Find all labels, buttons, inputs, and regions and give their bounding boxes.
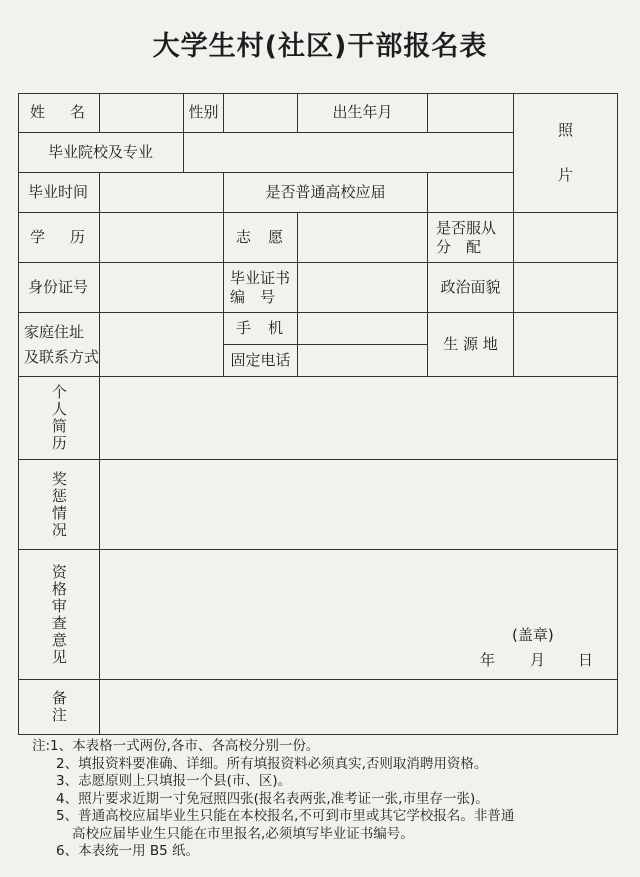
note-line: 6、本表统一用 B5 纸。 (56, 843, 200, 859)
input-is-regular[interactable] (428, 173, 514, 213)
date-month: 月 (530, 651, 546, 669)
label-obey: 是否服从 分 配 (428, 213, 514, 263)
input-phone[interactable] (298, 345, 428, 377)
label-politics: 政治面貌 (428, 263, 514, 313)
input-birth[interactable] (428, 93, 514, 133)
label-gender: 性别 (184, 93, 224, 133)
input-cert-no[interactable] (298, 263, 428, 313)
input-wish[interactable] (298, 213, 428, 263)
label-birth: 出生年月 (298, 93, 428, 133)
label-origin: 生 源 地 (428, 313, 514, 377)
input-address[interactable] (100, 313, 224, 377)
label-address: 家庭住址 及联系方式 (18, 313, 100, 377)
input-name[interactable] (100, 93, 184, 133)
label-review: 资格审查意见 (18, 550, 100, 680)
note-line: 注:1、本表格一式两份,各市、各高校分别一份。 (32, 738, 320, 754)
photo-box[interactable]: 照 片 (514, 93, 618, 213)
input-remark[interactable] (100, 680, 618, 735)
label-wish: 志 愿 (224, 213, 298, 263)
label-phone: 固定电话 (224, 345, 298, 377)
note-line: 高校应届毕业生只能在市里报名,必须填写毕业证书编号。 (72, 825, 414, 842)
label-id-no: 身份证号 (18, 263, 100, 313)
label-is-regular: 是否普通高校应届 (224, 173, 428, 213)
label-education: 学 历 (18, 213, 100, 263)
seal-text: (盖章) (512, 626, 554, 644)
note-line: 4、照片要求近期一寸免冠照四张(报名表两张,准考证一张,市里存一张)。 (56, 790, 489, 807)
label-grad-time: 毕业时间 (18, 173, 100, 213)
note-line: 3、志愿原则上只填报一个县(市、区)。 (56, 773, 292, 789)
input-grad-time[interactable] (100, 173, 224, 213)
note-line: 5、普通高校应届毕业生只能在本校报名,不可到市里或其它学校报名。非普通 (56, 808, 515, 824)
label-mobile: 手 机 (224, 313, 298, 345)
input-education[interactable] (100, 213, 224, 263)
date-year: 年 (480, 651, 496, 669)
label-cert-no: 毕业证书 编 号 (224, 263, 298, 313)
input-rewards[interactable] (100, 460, 618, 550)
notes (32, 738, 622, 861)
input-obey[interactable] (514, 213, 618, 263)
date-day: 日 (578, 651, 594, 669)
input-politics[interactable] (514, 263, 618, 313)
form-title: 大学生村(社区)干部报名表 (152, 31, 488, 62)
input-id-no[interactable] (100, 263, 224, 313)
label-resume: 个人简历 (18, 377, 100, 460)
input-resume[interactable] (100, 377, 618, 460)
input-mobile[interactable] (298, 313, 428, 345)
note-line: 2、填报资料要准确、详细。所有填报资料必须真实,否则取消聘用资格。 (56, 755, 488, 772)
label-rewards: 奖惩情况 (18, 460, 100, 550)
label-remark: 备注 (18, 680, 100, 735)
input-gender[interactable] (224, 93, 298, 133)
input-origin[interactable] (514, 313, 618, 377)
label-name: 姓 名 (18, 93, 100, 133)
input-school-major[interactable] (184, 133, 514, 173)
label-school-major: 毕业院校及专业 (18, 133, 184, 173)
